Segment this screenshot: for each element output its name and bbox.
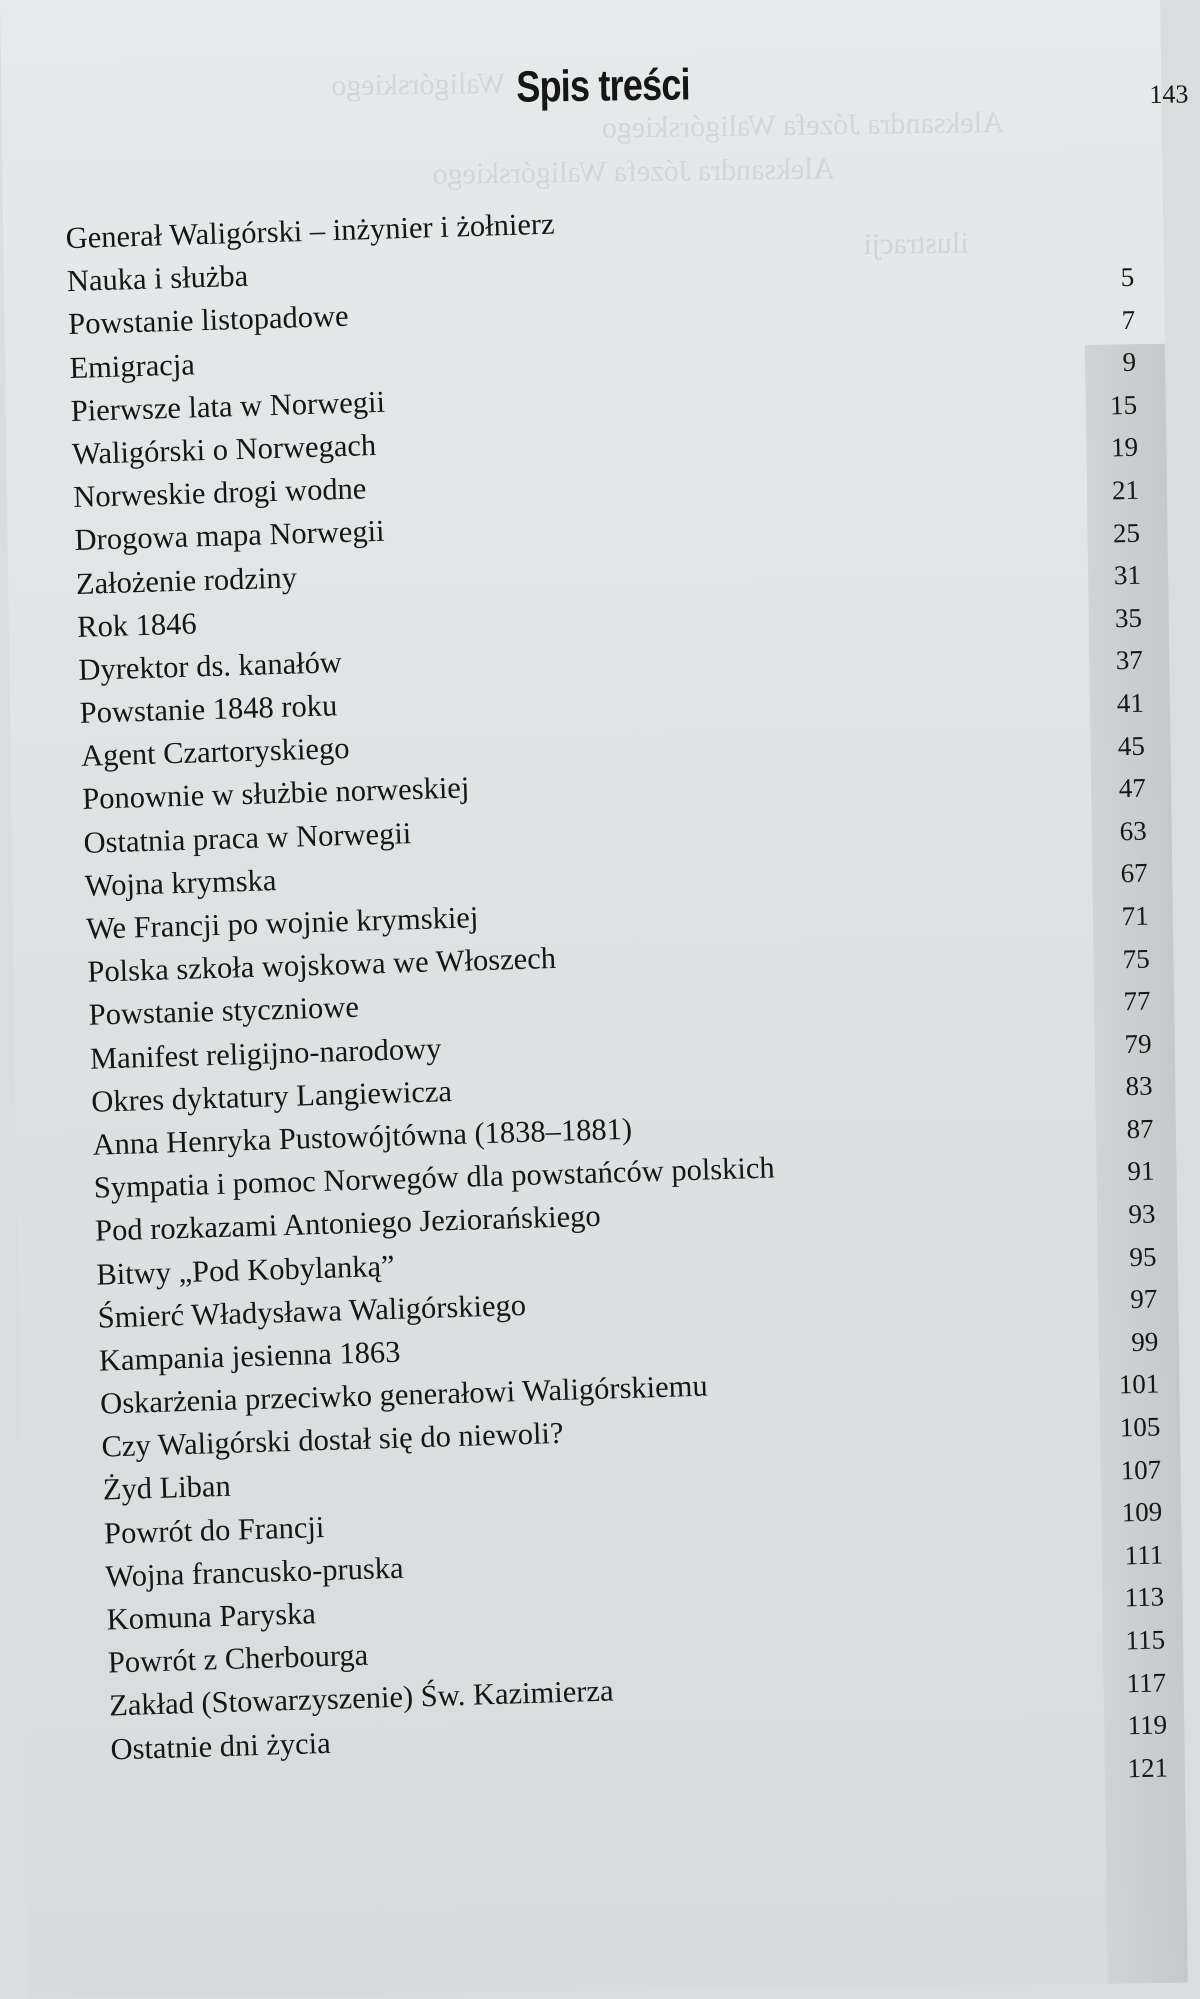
- toc-entry: Polska szkoła wojskowa we Włoszech: [86, 941, 557, 989]
- toc-page-number: 37: [1115, 645, 1144, 676]
- toc-entry: Powstanie 1848 roku: [79, 688, 338, 730]
- toc-page-number: 31: [1113, 559, 1142, 591]
- toc-page-number: 77: [1123, 985, 1151, 1017]
- toc-page-number: 115: [1125, 1624, 1166, 1656]
- toc-page-number: 15: [1109, 389, 1138, 421]
- toc-entry: Pierwsze lata w Norwegii: [70, 384, 386, 428]
- toc-list: [65, 186, 1176, 1772]
- toc-entry: Oskarżenia przeciwko generałowi Waligórskiemu: [99, 1368, 709, 1421]
- toc-entry: Ponownie w służbie norweskiej: [81, 770, 470, 817]
- toc-entry: Generał Waligórski – inżynier i żołnierz: [65, 206, 555, 256]
- toc-page-number: 21: [1111, 474, 1140, 506]
- toc-page-number: 111: [1124, 1539, 1164, 1571]
- toc-entry: Nauka i służba: [66, 258, 249, 299]
- toc-page-number: 5: [1120, 261, 1135, 293]
- toc-entry: Okres dyktatury Langiewicza: [90, 1073, 453, 1119]
- toc-entry: Anna Henryka Pustowójtówna (1838–1881): [92, 1111, 633, 1162]
- toc-page-number: 7: [1121, 304, 1136, 335]
- toc-entry: Agent Czartoryskiego: [80, 731, 350, 774]
- toc-entry: Norweskie drogi wodne: [72, 471, 367, 515]
- toc-entry: Żyd Liban: [102, 1469, 232, 1507]
- toc-page-number: 109: [1121, 1496, 1163, 1528]
- toc-entry: Czy Waligórski dostał się do niewoli?: [101, 1416, 564, 1464]
- toc-page-number: 9: [1122, 346, 1137, 378]
- page-number: 143: [1149, 79, 1189, 109]
- show-through-text: ilustracji: [863, 226, 969, 261]
- toc-page-number: 91: [1127, 1156, 1155, 1187]
- toc-page-number: 19: [1110, 432, 1139, 463]
- toc-page-number: 93: [1128, 1198, 1156, 1230]
- toc-page-number: 87: [1126, 1113, 1154, 1145]
- toc-entry: Śmierć Władysława Waligórskiego: [97, 1287, 527, 1335]
- toc-entry: Ostatnie dni życia: [109, 1725, 332, 1766]
- toc-entry: Waligórski o Norwegach: [71, 427, 377, 471]
- toc-entry: Dyrektor ds. kanałów: [77, 644, 343, 687]
- toc-page-number: 113: [1124, 1581, 1165, 1613]
- show-through-text: Waligórskiego: [331, 66, 506, 103]
- show-through-text: Aleksandra Józefa Waligórskiego: [601, 105, 1004, 145]
- toc-page-number: 47: [1118, 772, 1147, 804]
- toc-entry: Sympatia i pomoc Norwegów dla powstańców polskich: [93, 1150, 776, 1205]
- toc-page-number: 83: [1125, 1070, 1153, 1102]
- toc-entry: We Francji po wojnie krymskiej: [85, 900, 479, 946]
- toc-page-number: 117: [1126, 1667, 1167, 1698]
- toc-page-number: 95: [1129, 1241, 1157, 1272]
- toc-entry: Pod rozkazami Antoniego Jeziorańskiego: [94, 1198, 602, 1248]
- toc-page-number: 75: [1122, 943, 1150, 974]
- toc-entry: Założenie rodziny: [75, 559, 298, 601]
- toc-page-number: 25: [1112, 517, 1141, 548]
- toc-entry: Bitwy „Pod Kobylanką”: [95, 1248, 395, 1292]
- toc-entry: Kampania jesienna 1863: [98, 1334, 401, 1378]
- toc-page-number: 101: [1118, 1368, 1160, 1400]
- toc-entry: Manifest religijno-narodowy: [89, 1030, 442, 1076]
- toc-page-number: 79: [1124, 1028, 1152, 1059]
- toc-entry: Zakład (Stowarzyszenie) Św. Kazimierza: [108, 1673, 614, 1723]
- toc-page-number: 99: [1130, 1326, 1159, 1357]
- toc-page-number: 105: [1119, 1411, 1161, 1443]
- toc-entry: Drogowa mapa Norwegii: [74, 514, 385, 558]
- toc-page-number: 121: [1127, 1752, 1169, 1784]
- toc-page-number: 107: [1120, 1454, 1162, 1486]
- toc-entry: Rok 1846: [76, 606, 198, 644]
- toc-page-number: 35: [1114, 602, 1143, 634]
- toc-entry: Powrót z Cherbourga: [107, 1637, 369, 1680]
- toc-page-number: 97: [1130, 1283, 1158, 1315]
- toc-entry: Powstanie styczniowe: [88, 990, 360, 1033]
- toc-entry: Powstanie listopadowe: [67, 299, 350, 342]
- toc-page-number: 63: [1119, 815, 1148, 846]
- toc-page-number: 45: [1117, 730, 1146, 761]
- toc-entry: Ostatnia praca w Norwegii: [83, 815, 412, 860]
- toc-page-number: 71: [1121, 900, 1149, 932]
- show-through-text: Aleksandra Józefa Waligórskiego: [432, 152, 835, 191]
- toc-entry: Emigracja: [69, 346, 196, 385]
- toc-page-number: 41: [1116, 687, 1145, 719]
- page-title: Spis treści: [515, 60, 691, 112]
- toc-entry: Wojna krymska: [84, 862, 277, 903]
- toc-page-number: 67: [1120, 857, 1149, 889]
- toc-page-number: 119: [1127, 1709, 1168, 1741]
- toc-entry: Wojna francusko-pruska: [104, 1550, 404, 1594]
- toc-entry: Powrót do Francji: [103, 1509, 325, 1551]
- toc-entry: Komuna Paryska: [106, 1596, 317, 1637]
